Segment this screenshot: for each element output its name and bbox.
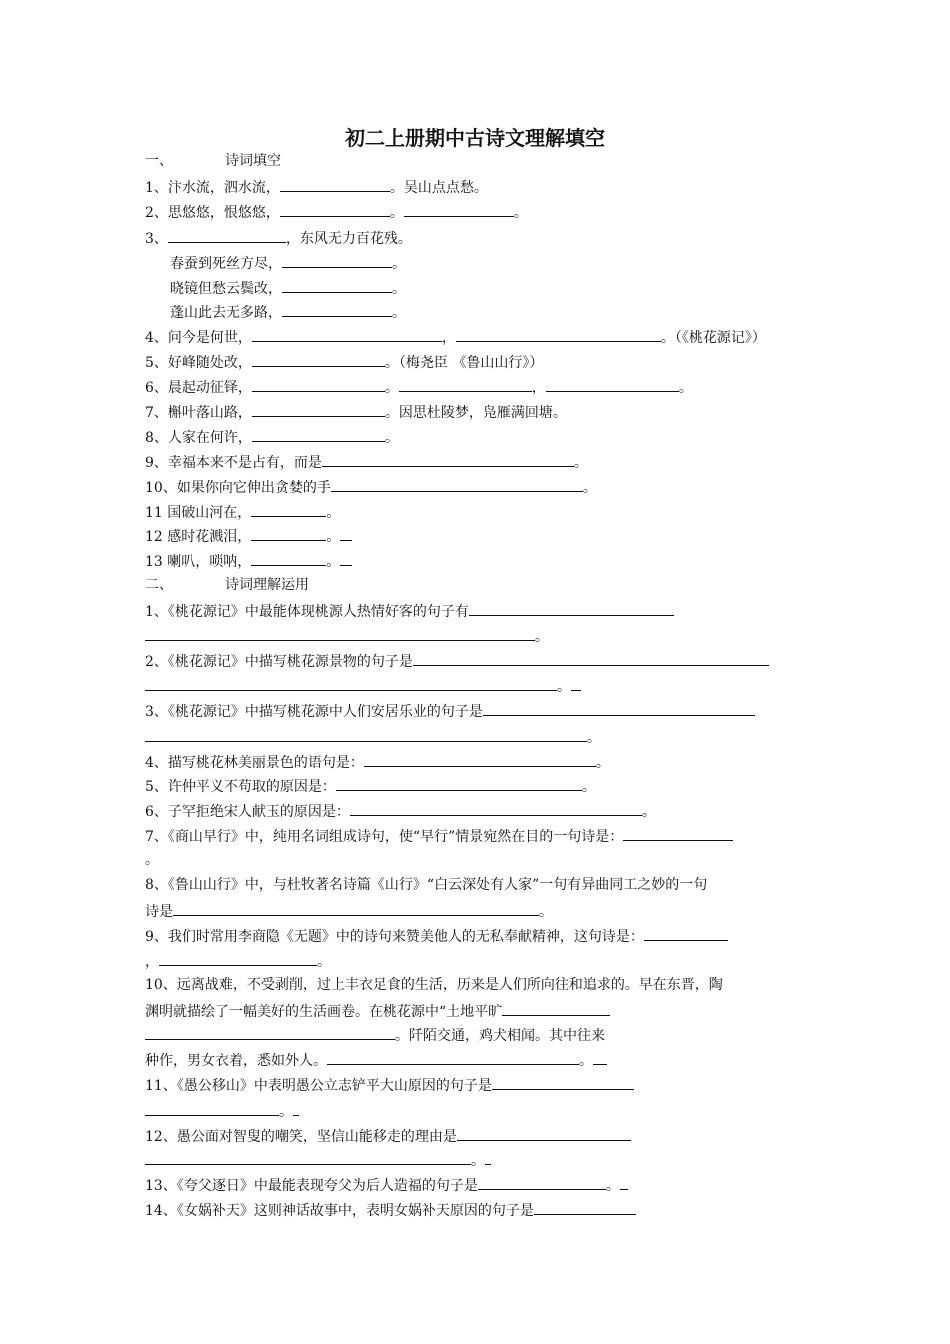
item-3: 3、 ，东风无力百花残。: [145, 228, 412, 248]
answer-blank[interactable]: [469, 601, 674, 616]
section-1-heading: [145, 152, 281, 170]
item-3-line-4: 蓬山此去无多路， 。: [170, 302, 406, 322]
section-2-heading: [145, 576, 309, 594]
question-10-line-4: 种作，男女衣着，悉如外人。 。: [145, 1050, 607, 1070]
question-10-line-3: 。阡陌交通，鸡犬相闻。其中往来: [145, 1025, 605, 1045]
question-2-line-2: 。: [145, 676, 581, 696]
answer-blank[interactable]: [350, 801, 642, 816]
question-5: 5、许仲平义不苟取的原因是： 。: [145, 776, 596, 796]
question-1: 1、《桃花源记》中最能体现桃源人热情好客的句子有: [145, 601, 674, 621]
answer-blank[interactable]: [502, 1001, 610, 1016]
section-1-title: 诗词填空: [225, 153, 281, 169]
answer-blank[interactable]: [282, 278, 392, 293]
answer-blank[interactable]: [251, 502, 326, 517]
item-8: 8、人家在何许， 。: [145, 427, 399, 447]
answer-blank[interactable]: [413, 651, 769, 666]
answer-blank[interactable]: [252, 327, 442, 342]
answer-blank[interactable]: [252, 377, 385, 392]
question-8: 8、《鲁山山行》中，与杜牧著名诗篇《山行》“白云深处有人家”一句有异曲同工之妙的一句: [145, 877, 708, 893]
question-3-line-2: 。: [145, 727, 601, 747]
item-5: 5、好峰随处改， 。（梅尧臣 《鲁山山行》）: [145, 352, 543, 372]
answer-blank[interactable]: [546, 377, 679, 392]
answer-blank[interactable]: [456, 327, 661, 342]
answer-blank[interactable]: [252, 352, 385, 367]
section-2-number: 二、: [145, 577, 173, 593]
answer-blank[interactable]: [280, 177, 390, 192]
answer-blank[interactable]: [145, 676, 557, 691]
item-10: 10、如果你向它伸出贪婪的手 。: [145, 477, 597, 497]
answer-blank[interactable]: [251, 551, 326, 566]
answer-blank[interactable]: [145, 1101, 279, 1116]
answer-blank[interactable]: [404, 202, 514, 217]
answer-blank[interactable]: [644, 926, 728, 941]
question-6: 6、子罕拒绝宋人献玉的原因是： 。: [145, 801, 656, 821]
answer-blank[interactable]: [364, 752, 596, 767]
answer-blank[interactable]: [483, 701, 755, 716]
question-12: 12、愚公面对智叟的嘲笑，坚信山能移走的理由是: [145, 1126, 631, 1146]
question-14: 14、《女娲补天》这则神话故事中，表明女娲补天原因的句子是: [145, 1200, 636, 1220]
item-1: 1、汴水流，泗水流， 。吴山点点愁。: [145, 177, 488, 197]
answer-blank[interactable]: [322, 452, 574, 467]
item-11: 11 国破山河在， 。: [145, 502, 340, 522]
answer-blank[interactable]: [145, 626, 535, 641]
question-2: 2、《桃花源记》中描写桃花源景物的句子是: [145, 651, 769, 671]
question-9: 9、我们时常用李商隐《无题》中的诗句来赞美他人的无私奉献精神，这句诗是：: [145, 926, 728, 946]
answer-blank[interactable]: [280, 202, 390, 217]
answer-blank[interactable]: [145, 727, 587, 742]
section-2-title: 诗词理解运用: [225, 577, 309, 593]
question-4: 4、描写桃花林美丽景色的语句是： 。: [145, 752, 610, 772]
answer-blank[interactable]: [168, 228, 286, 243]
page-title: 初二上册期中古诗文理解填空: [345, 126, 605, 150]
question-7-line-2: 。: [145, 852, 159, 868]
question-10: 10、远离战难，不受剥削，过上丰衣足食的生活，历来是人们所向往和追求的。早在东晋，陶: [145, 977, 723, 993]
answer-blank[interactable]: [327, 1050, 579, 1065]
answer-blank[interactable]: [534, 1200, 636, 1215]
question-11: 11、《愚公移山》中表明愚公立志铲平大山原因的句子是: [145, 1075, 634, 1095]
item-13: 13 喇叭，唢呐， 。: [145, 551, 352, 571]
answer-blank[interactable]: [399, 377, 532, 392]
question-10-line-2: 渊明就描绘了一幅美好的生活画卷。在桃花源中“土地平旷: [145, 1001, 610, 1021]
question-9-line-2: ， 。: [145, 951, 331, 971]
answer-blank[interactable]: [251, 526, 326, 541]
answer-blank[interactable]: [159, 951, 317, 966]
answer-blank[interactable]: [145, 1150, 471, 1165]
answer-blank[interactable]: [252, 402, 385, 417]
question-3: 3、《桃花源记》中描写桃花源中人们安居乐业的句子是: [145, 701, 755, 721]
item-7: 7、槲叶落山路， 。因思杜陵梦，凫雁满回塘。: [145, 402, 567, 422]
item-9: 9、幸福本来不是占有，而是 。: [145, 452, 588, 472]
question-11-line-2: 。: [145, 1101, 299, 1121]
question-7: 7、《商山早行》中，纯用名词组成诗句，使“早行”情景宛然在目的一句诗是：: [145, 826, 733, 846]
question-1-line-2: 。: [145, 626, 549, 646]
question-12-line-2: 。: [145, 1150, 491, 1170]
answer-blank[interactable]: [282, 253, 392, 268]
item-6: 6、晨起动征铎， 。 ， 。: [145, 377, 693, 397]
answer-blank[interactable]: [145, 1025, 395, 1040]
section-1-number: 一、: [145, 153, 173, 169]
item-12: 12 感时花溅泪， 。: [145, 526, 352, 546]
answer-blank[interactable]: [331, 477, 583, 492]
answer-blank[interactable]: [623, 826, 733, 841]
item-3-line-2: 春蚕到死丝方尽， 。: [170, 253, 406, 273]
answer-blank[interactable]: [336, 776, 582, 791]
question-13: 13、《夸父逐日》中最能表现夸父为后人造福的句子是 。: [145, 1175, 628, 1195]
answer-blank[interactable]: [478, 1175, 606, 1190]
question-8-line-2: 诗是 。: [145, 901, 553, 921]
answer-blank[interactable]: [492, 1075, 634, 1090]
answer-blank[interactable]: [457, 1126, 631, 1141]
answer-blank[interactable]: [282, 302, 392, 317]
item-2: 2、思悠悠，恨悠悠， 。 。: [145, 202, 528, 222]
answer-blank[interactable]: [252, 427, 385, 442]
answer-blank[interactable]: [173, 901, 539, 916]
item-4: 4、问今是何世， ， 。（《桃花源记》）: [145, 327, 766, 347]
item-3-line-3: 晓镜但愁云鬓改， 。: [170, 278, 406, 298]
